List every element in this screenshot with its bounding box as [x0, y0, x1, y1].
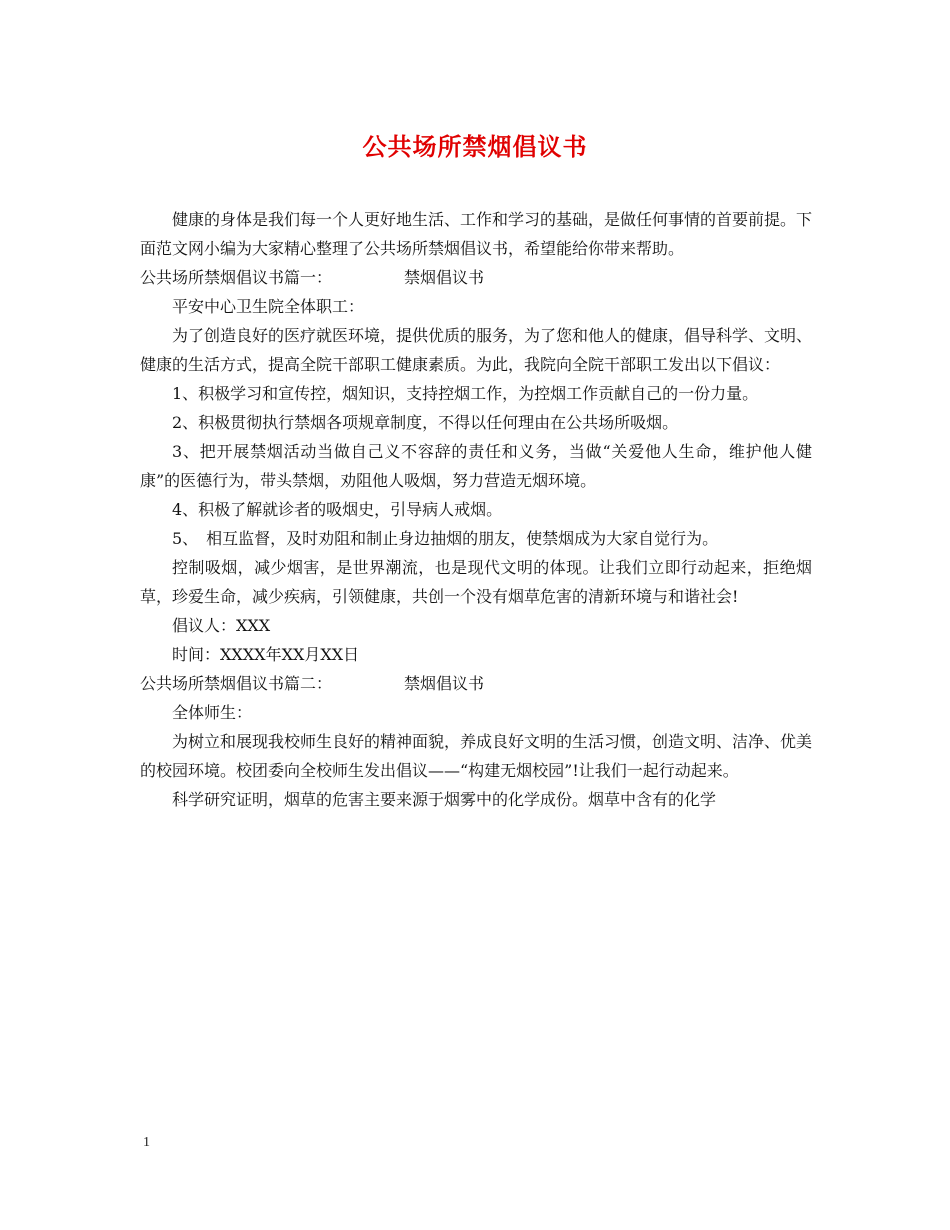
- section1-item-4: 4、积极了解就诊者的吸烟史，引导病人戒烟。: [172, 500, 503, 519]
- section2-opening: 为树立和展现我校师生良好的精神面貌，养成良好文明的生活习惯，创造文明、洁净、优美的校园环境。校团委向全校师生发出倡议——“构建无烟校园”!让我们一起行动起来。: [140, 732, 813, 780]
- document-title: 公共场所禁烟倡议书: [362, 132, 588, 161]
- section2-heading: [140, 669, 812, 698]
- intro-paragraph: 健康的身体是我们每一个人更好地生活、工作和学习的基础，是做任何事情的首要前提。下面范文网小编为大家精心整理了公共场所禁烟倡议书，希望能给你带来帮助。: [140, 210, 813, 258]
- section1-initiator: 倡议人：XXX: [172, 616, 271, 635]
- page-number: 1: [143, 1135, 150, 1150]
- section1-heading-right: 禁烟倡议书: [404, 268, 485, 287]
- section1-closing: 控制吸烟，减少烟害，是世界潮流，也是现代文明的体现。让我们立即行动起来，拒绝烟草，珍爱生命，减少疾病，引领健康，共创一个没有烟草危害的清新环境与和谐社会!: [140, 558, 812, 606]
- document-body: [140, 205, 812, 814]
- section1-salutation: 平安中心卫生院全体职工：: [172, 297, 365, 316]
- section2-heading-left: 公共场所禁烟倡议书篇二：: [140, 674, 333, 693]
- section2-salutation: 全体师生：: [172, 703, 253, 722]
- section1-item-1: 1、积极学习和宣传控，烟知识，支持控烟工作，为控烟工作贡献自己的一份力量。: [172, 384, 759, 403]
- section1-opening: 为了创造良好的医疗就医环境，提供优质的服务，为了您和他人的健康，倡导科学、文明、健康的生活方式，提高全院干部职工健康素质。为此，我院向全院干部职工发出以下倡议：: [140, 326, 813, 374]
- section2-partial: 科学研究证明，烟草的危害主要来源于烟雾中的化学成份。烟草中含有的化学: [172, 790, 717, 809]
- section1-item-3: 3、把开展禁烟活动当做自己义不容辞的责任和义务，当做“关爱他人生命，维护他人健康”的医德行为，带头禁烟，劝阻他人吸烟，努力营造无烟环境。: [140, 442, 812, 490]
- section1-item-2: 2、积极贯彻执行禁烟各项规章制度，不得以任何理由在公共场所吸烟。: [172, 413, 679, 432]
- section1-heading: [140, 263, 812, 292]
- section2-heading-right: 禁烟倡议书: [404, 674, 485, 693]
- section1-item-5: 5、 相互监督，及时劝阻和制止身边抽烟的朋友，使禁烟成为大家自觉行为。: [172, 529, 719, 548]
- section1-heading-left: 公共场所禁烟倡议书篇一：: [140, 268, 333, 287]
- section1-date: 时间：XXXX年XX月XX日: [172, 645, 360, 664]
